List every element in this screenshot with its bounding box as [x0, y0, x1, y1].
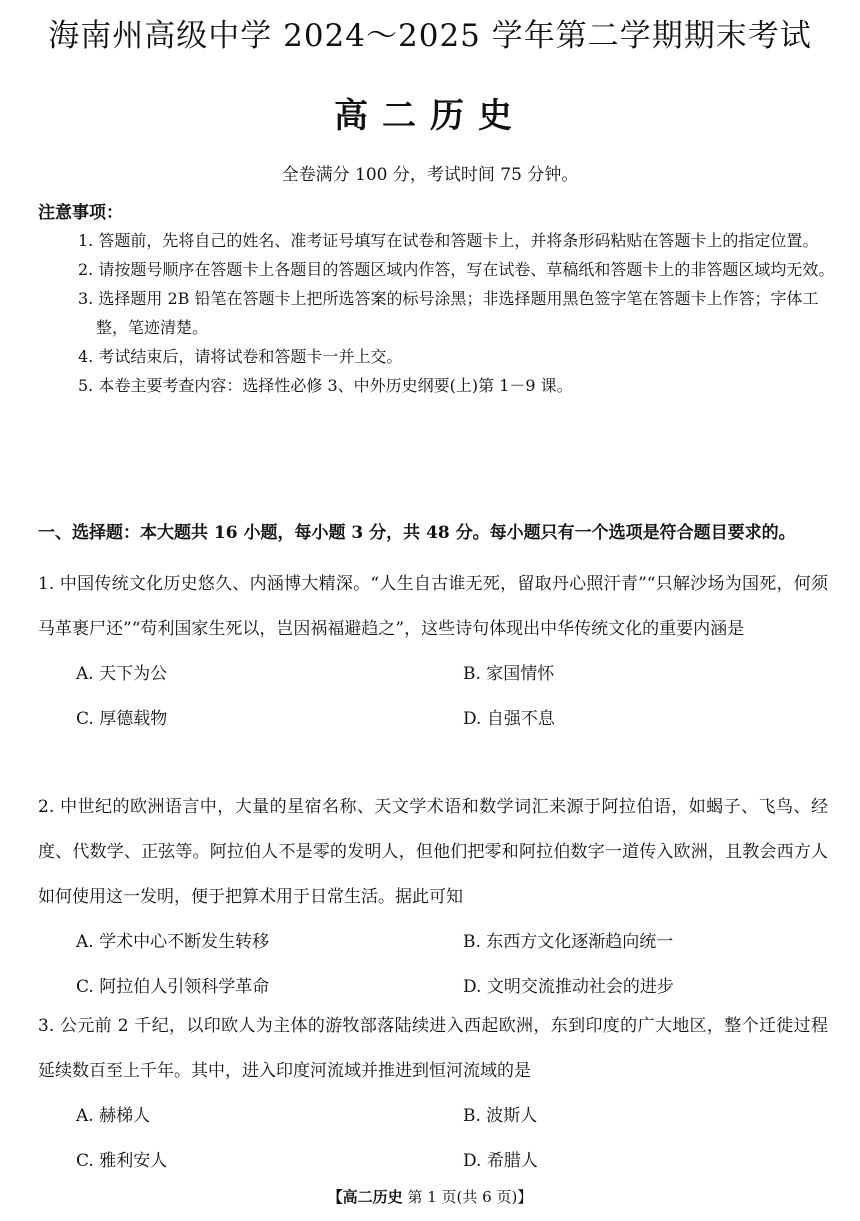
- question-3: [38, 1004, 828, 1184]
- option-b: B. 波斯人: [463, 1106, 538, 1126]
- question-2: [38, 785, 828, 1010]
- option-a: A. 天下为公: [76, 664, 168, 684]
- question-stem: 1. 中国传统文化历史悠久、内涵博大精深。“人生自古谁无死，留取丹心照汗青”“只解沙场为国死，何须马革裹尸还”“苟利国家生死以，岂因祸福避趋之”，这些诗句体现出中华传统文化的重要内涵是: [38, 574, 828, 639]
- notice-item: 3. 选择题用 2B 铅笔在答题卡上把所选答案的标号涂黑；非选择题用黑色签字笔在答题卡上作答；字体工整，笔迹清楚。: [78, 289, 819, 337]
- option-c: C. 阿拉伯人引领科学革命: [76, 977, 270, 997]
- question-stem: 2. 中世纪的欧洲语言中，大量的星宿名称、天文学术语和数学词汇来源于阿拉伯语，如蝎子、飞鸟、经度、代数学、正弦等。阿拉伯人不是零的发明人，但他们把零和阿拉伯数字一道传入欧洲，且教会西方人如何使用这一发明，便于把算术用于日常生活。据此可知: [38, 797, 828, 907]
- option-d: D. 文明交流推动社会的进步: [463, 977, 674, 997]
- option-c: C. 厚德载物: [76, 709, 168, 729]
- subject-title: 高二历史: [334, 96, 526, 136]
- notice-item: 1. 答题前，先将自己的姓名、准考证号填写在试卷和答题卡上，并将条形码粘贴在答题卡上的指定位置。: [78, 231, 819, 250]
- notice-list: [78, 226, 838, 400]
- footer-page-number: 第 1 页(共 6 页)】: [407, 1188, 533, 1206]
- footer-subject: 【高二历史: [327, 1188, 403, 1206]
- notice-item: 2. 请按题号顺序在答题卡上各题目的答题区域内作答，写在试卷、草稿纸和答题卡上的非答题区域均无效。: [78, 260, 835, 279]
- option-a: A. 学术中心不断发生转移: [76, 932, 270, 952]
- option-group: [38, 1094, 828, 1184]
- notice-item: 5. 本卷主要考查内容：选择性必修 3、中外历史纲要(上)第 1－9 课。: [78, 376, 573, 395]
- score-time-line: 全卷满分 100 分，考试时间 75 分钟。: [281, 165, 579, 185]
- question-1: [38, 562, 828, 742]
- question-stem: 3. 公元前 2 千纪，以印欧人为主体的游牧部落陆续进入西起欧洲，东到印度的广大地区，整个迁徙过程延续数百至上千年。其中，进入印度河流域并推进到恒河流域的是: [38, 1016, 828, 1081]
- option-a: A. 赫梯人: [76, 1106, 151, 1126]
- exam-title: 海南州高级中学 2024～2025 学年第二学期期末考试: [48, 18, 812, 54]
- page-footer: [0, 1186, 860, 1207]
- option-group: [38, 652, 828, 742]
- option-b: B. 东西方文化逐渐趋向统一: [463, 932, 674, 952]
- option-c: C. 雅利安人: [76, 1151, 168, 1171]
- section-heading: 一、选择题：本大题共 16 小题，每小题 3 分，共 48 分。每小题只有一个选项是符合题目要求的。: [38, 523, 796, 543]
- option-d: D. 自强不息: [463, 709, 555, 729]
- option-d: D. 希腊人: [463, 1151, 538, 1171]
- notice-item: 4. 考试结束后，请将试卷和答题卡一并上交。: [78, 347, 403, 366]
- option-b: B. 家国情怀: [463, 664, 555, 684]
- notice-heading: 注意事项：: [38, 203, 123, 223]
- option-group: [38, 920, 828, 1010]
